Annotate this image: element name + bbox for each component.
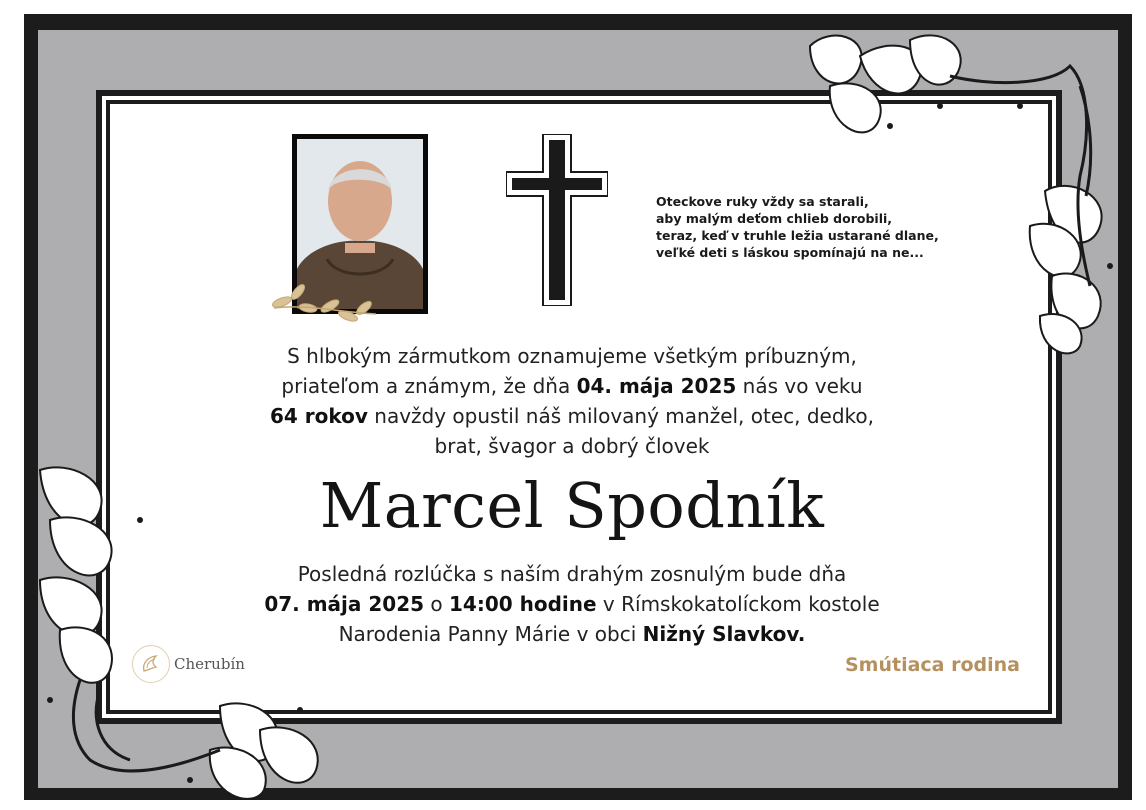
farewell-line [130, 559, 1014, 589]
announcement-line [130, 431, 1014, 461]
brand-mark [132, 644, 245, 684]
announcement-line [130, 371, 1014, 401]
announcement-line [130, 401, 1014, 431]
poem-line: teraz, keď v truhle ležia ustarané dlane, [656, 228, 939, 243]
death-date: 04. mája 2025 [576, 374, 737, 398]
funeral-time: 14:00 hodine [448, 592, 597, 616]
angel-wing-icon [132, 645, 170, 683]
farewell-line [130, 589, 1014, 619]
poem-line: veľké deti s láskou spomínajú na ne... [656, 245, 924, 260]
gold-leaf-sprig-icon [268, 278, 380, 330]
brand-name: Cherubín [174, 655, 245, 673]
announcement-text: brat, švagor a dobrý človek [434, 434, 710, 458]
village-name: Nižný Slavkov. [642, 622, 806, 646]
funeral-details [130, 559, 1014, 649]
deceased-name: Marcel Spodník [319, 469, 825, 542]
poem-line: aby malým deťom chlieb dorobili, [656, 211, 893, 226]
farewell-line [130, 619, 1014, 649]
announcement-text: priateľom a známym, že dňa [281, 374, 577, 398]
farewell-text: o [424, 592, 449, 616]
floral-ornament-top-right-icon [790, 26, 1126, 356]
announcement-line [130, 341, 1014, 371]
death-announcement [130, 341, 1014, 461]
farewell-text: v Rímskokatolíckom kostole [596, 592, 880, 616]
funeral-date: 07. mája 2025 [264, 592, 425, 616]
farewell-text: Posledná rozlúčka s naším drahým zosnulým bude dňa [297, 562, 847, 586]
signature: Smútiaca rodina [844, 654, 1020, 676]
announcement-text: nás vo veku [736, 374, 863, 398]
poem [656, 193, 1036, 261]
announcement-text: navždy opustil náš milovaný manžel, otec, dedko, [367, 404, 875, 428]
farewell-text: Narodenia Panny Márie v obci [338, 622, 643, 646]
poem-line: Oteckove ruky vždy sa starali, [656, 194, 869, 209]
age: 64 rokov [269, 404, 368, 428]
announcement-text: S hlbokým zármutkom oznamujeme všetkým príbuzným, [287, 344, 857, 368]
cross-icon [506, 134, 608, 306]
